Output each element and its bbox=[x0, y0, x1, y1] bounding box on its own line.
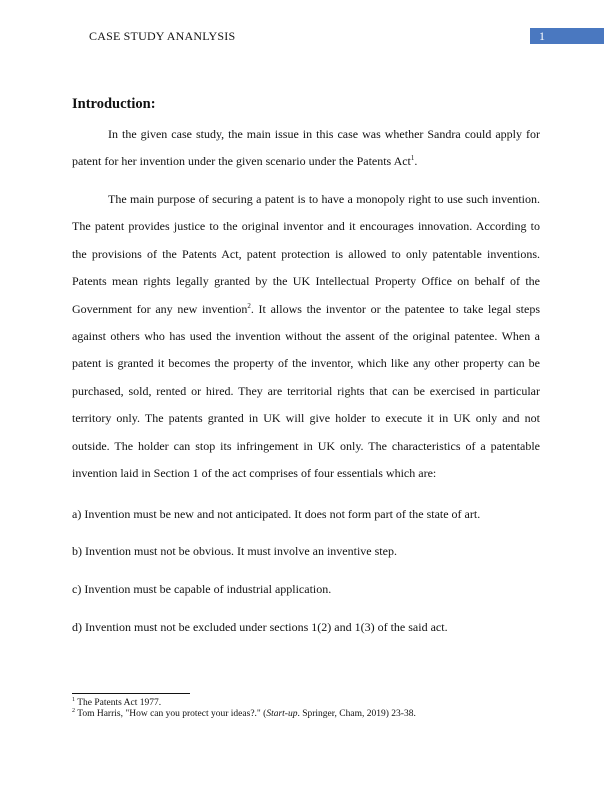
paragraph-text-b: . It allows the inventor or the patentee to take legal steps against others who has used the invention without the assent of the original patentee. When a patent is granted it becomes the property of the inventor, which like any other property can be purchased, sold, rented or hired. They are territorial rights that can be exercised in particular territory only. The patents granted in UK will give holder to execute it in UK only and not outside. The holder can stop its infringement in UK only. The characteristics of a patentable invention laid in Section 1 of the act comprises of four essentials which are: bbox=[72, 301, 540, 481]
page-number: 1 bbox=[539, 29, 545, 43]
paragraph-intro-1 bbox=[72, 121, 540, 176]
footnote-separator bbox=[72, 693, 190, 694]
paragraph-intro-2 bbox=[72, 186, 540, 487]
page-number-box bbox=[530, 28, 604, 44]
footnote-text: The Patents Act 1977. bbox=[75, 698, 162, 708]
footnote-2 bbox=[72, 709, 416, 720]
running-header-title: CASE STUDY ANANLYSIS bbox=[89, 29, 236, 43]
footnote-mark: 1 bbox=[72, 696, 75, 703]
footnote-1 bbox=[72, 698, 161, 709]
footnote-italic-title: Start-up bbox=[266, 709, 298, 719]
footnote-mark: 2 bbox=[72, 707, 75, 714]
paragraph-text: In the given case study, the main issue in this case was whether Sandra could apply for patent for her invention under the given scenario under the Patents Act bbox=[72, 127, 540, 169]
footnote-text-a: Tom Harris, "How can you protect your ideas?." ( bbox=[75, 709, 267, 719]
list-item-d: d) Invention must not be excluded under sections 1(2) and 1(3) of the said act. bbox=[72, 620, 448, 634]
footnote-ref-2[interactable]: 2 bbox=[247, 301, 251, 310]
section-heading: Introduction: bbox=[72, 96, 156, 112]
footnote-text-b: . Springer, Cham, 2019) 23-38. bbox=[297, 709, 416, 719]
list-item-a: a) Invention must be new and not anticipated. It does not form part of the state of art. bbox=[72, 507, 481, 521]
paragraph-text-a: The main purpose of securing a patent is to have a monopoly right to use such invention. The patent provides justice to the original inventor and it encourages innovation. According to the provisions of the Patents Act, patent protection is allowed to only patentable inventions. Patents mean rights legally granted by the UK Intellectual Property Office on behalf of the Government for any new invention bbox=[72, 192, 540, 316]
paragraph-tail: . bbox=[414, 154, 418, 169]
list-item-b: b) Invention must not be obvious. It must involve an inventive step. bbox=[72, 544, 397, 558]
footnote-ref-1[interactable]: 1 bbox=[410, 154, 415, 163]
list-item-c: c) Invention must be capable of industrial application. bbox=[72, 582, 332, 596]
